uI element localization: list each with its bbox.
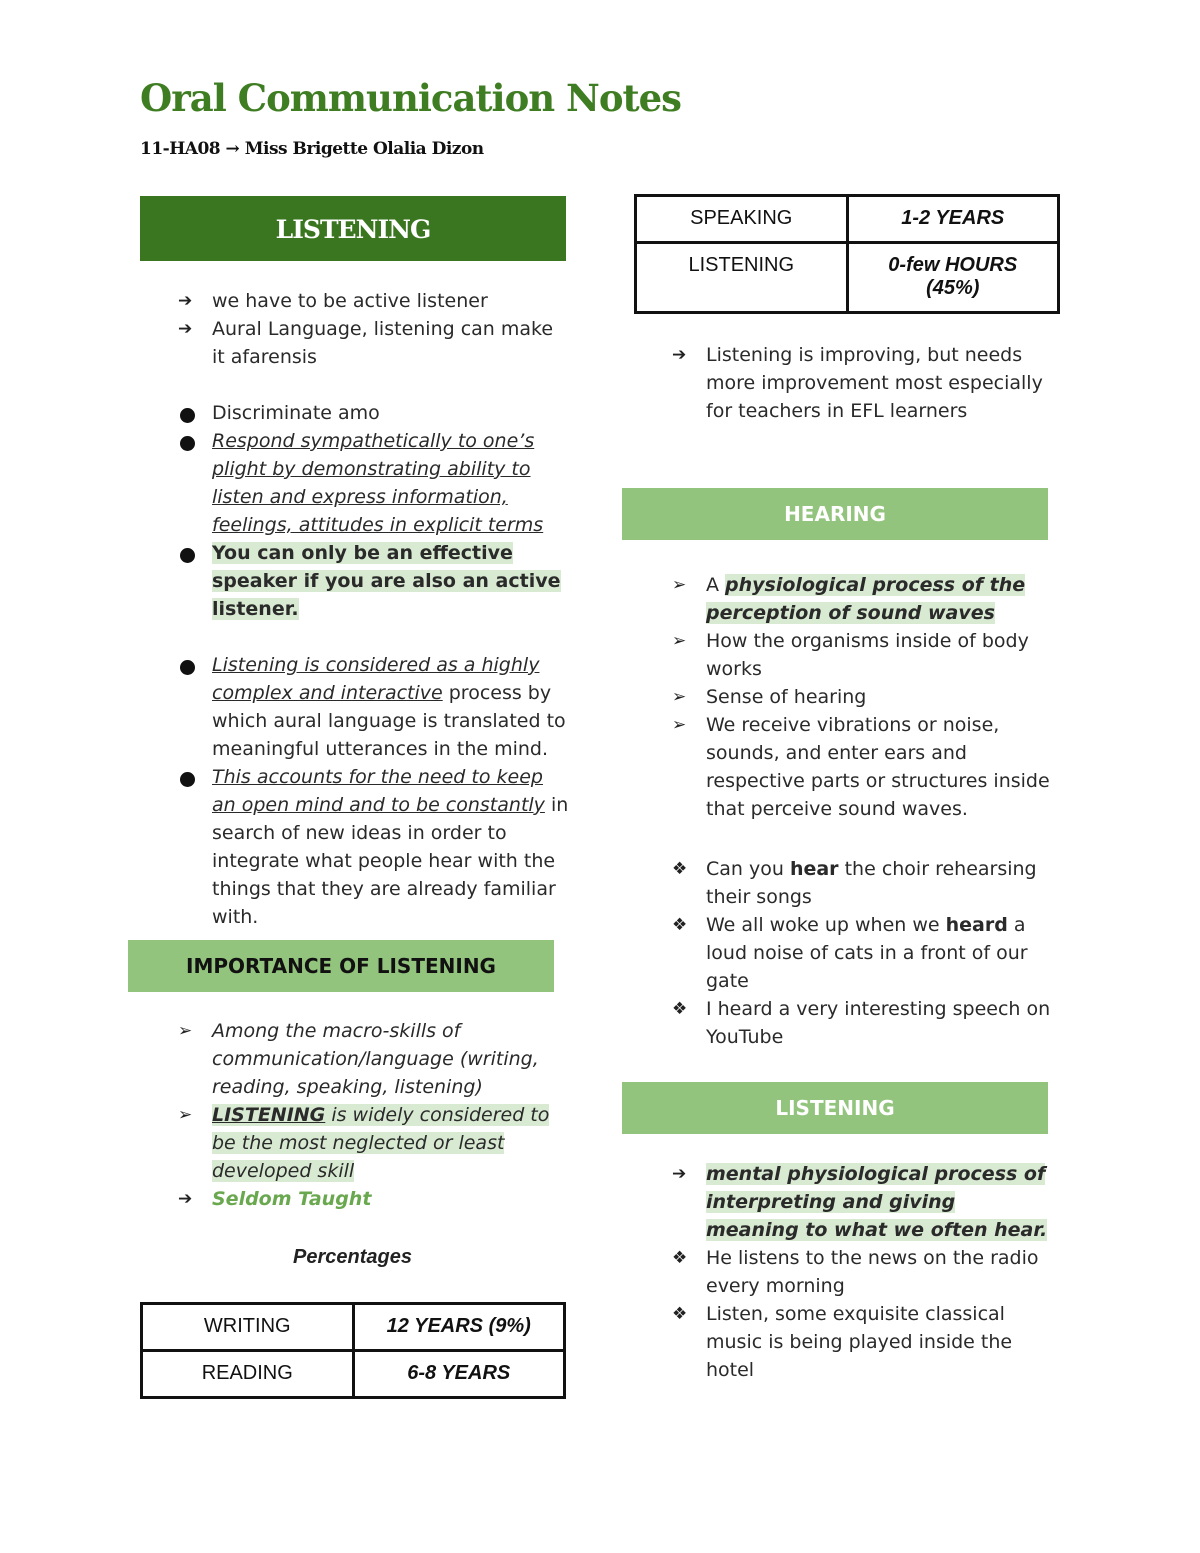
table-row (636, 243, 1059, 313)
table-cell: LISTENING (636, 243, 848, 313)
table-cell: 6-8 YEARS (353, 1351, 565, 1398)
bullet-icon (180, 408, 195, 423)
list-item: ➢ A physiological process of the perception of sound waves (634, 571, 1054, 627)
chevron-right-icon: ➢ (178, 1105, 193, 1125)
arrow-icon: ➔ (178, 319, 193, 339)
percentages-label: Percentages (293, 1246, 412, 1268)
importance-banner: IMPORTANCE OF LISTENING (128, 940, 554, 992)
bullet-icon (180, 436, 195, 451)
table-cell: 0-few HOURS (45%) (847, 243, 1059, 313)
list-item: ➢ We receive vibrations or noise, sounds, and enter ears and respective parts or structures inside that perceive sound waves. (634, 711, 1054, 823)
list-item: ❖ He listens to the news on the radio every morning (634, 1244, 1054, 1300)
table-row (636, 196, 1059, 243)
list-item: ➢ Among the macro-skills of communication/language (writing, reading, speaking, listening) (140, 1017, 570, 1101)
listening-bullet-list (140, 399, 570, 623)
chevron-right-icon: ➢ (672, 687, 687, 707)
page-title: Oral Communication Notes (140, 76, 681, 120)
bullet-icon (180, 660, 195, 675)
diamond-bullet-icon: ❖ (672, 859, 688, 879)
hearing-list (634, 571, 1054, 823)
list-item: ➢ LISTENING is widely considered to be the most neglected or least developed skill (140, 1101, 570, 1185)
list-item: ➔ Seldom Taught (140, 1185, 570, 1213)
listening-banner-right: LISTENING (622, 1082, 1048, 1134)
hearing-banner: HEARING (622, 488, 1048, 540)
list-item: You can only be an effective speaker if you are also an active listener. (140, 539, 570, 623)
diamond-bullet-icon: ❖ (672, 1248, 688, 1268)
improving-list (634, 341, 1054, 425)
listening-arrow-list (140, 287, 570, 371)
page-subtitle: 11-HA08 → Miss Brigette Olalia Dizon (140, 139, 484, 159)
right-years-table (634, 194, 1060, 314)
left-column (140, 196, 570, 931)
chevron-right-icon: ➢ (672, 631, 687, 651)
listening-bullet-list-2 (140, 651, 570, 931)
list-item: Discriminate amo (140, 399, 570, 427)
arrow-icon: ➔ (178, 291, 193, 311)
list-item: This accounts for the need to keep an open mind and to be constantly in search of new ideas in order to integrate what people hear with the things that they are already familiar with. (140, 763, 570, 931)
listening-banner: LISTENING (140, 196, 566, 261)
chevron-right-icon: ➢ (672, 715, 687, 735)
list-item: ➔ mental physiological process of interpreting and giving meaning to what we often hear. (634, 1160, 1054, 1244)
list-item: ❖ Listen, some exquisite classical music is being played inside the hotel (634, 1300, 1054, 1384)
list-item: ➢ How the organisms inside of body works (634, 627, 1054, 683)
chevron-right-icon: ➢ (178, 1021, 193, 1041)
diamond-bullet-icon: ❖ (672, 999, 688, 1019)
listening-def-list (634, 1160, 1054, 1384)
diamond-bullet-icon: ❖ (672, 915, 688, 935)
table-cell: READING (142, 1351, 354, 1398)
importance-list (140, 1017, 570, 1213)
table-row (142, 1304, 565, 1351)
hearing-examples-list (634, 855, 1054, 1051)
list-item: ➔ Aural Language, listening can make it afarensis (140, 315, 570, 371)
list-item: ➢ Sense of hearing (634, 683, 1054, 711)
table-cell: 1-2 YEARS (847, 196, 1059, 243)
table-cell: WRITING (142, 1304, 354, 1351)
list-item: ❖ We all woke up when we heard a loud noise of cats in a front of our gate (634, 911, 1054, 995)
left-years-table (140, 1302, 566, 1399)
diamond-bullet-icon: ❖ (672, 1304, 688, 1324)
list-item: ➔ we have to be active listener (140, 287, 570, 315)
table-cell: SPEAKING (636, 196, 848, 243)
list-item: Respond sympathetically to one’s plight by demonstrating ability to listen and express information, feelings, attitudes in explicit terms (140, 427, 570, 539)
bullet-icon (180, 548, 195, 563)
arrow-icon: ➔ (672, 345, 687, 365)
table-cell: 12 YEARS (9%) (353, 1304, 565, 1351)
table-row (142, 1351, 565, 1398)
chevron-right-icon: ➢ (672, 575, 687, 595)
list-item: ➔ Listening is improving, but needs more improvement most especially for teachers in EFL learners (634, 341, 1054, 425)
list-item: Listening is considered as a highly complex and interactive process by which aural language is translated to meaningful utterances in the mind. (140, 651, 570, 763)
list-item: ❖ Can you hear the choir rehearsing their songs (634, 855, 1054, 911)
list-item: ❖ I heard a very interesting speech on YouTube (634, 995, 1054, 1051)
arrow-icon: ➔ (178, 1189, 193, 1209)
arrow-icon: ➔ (672, 1164, 687, 1184)
bullet-icon (180, 772, 195, 787)
